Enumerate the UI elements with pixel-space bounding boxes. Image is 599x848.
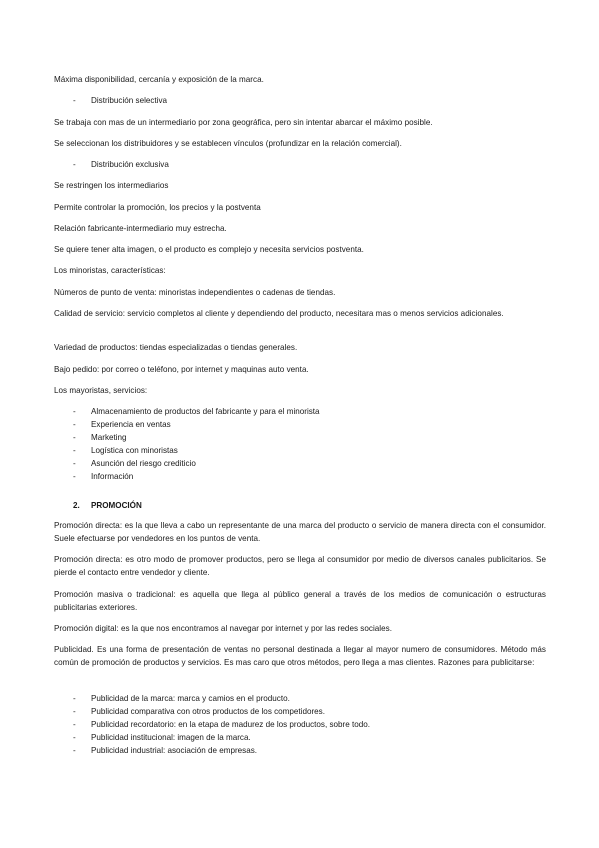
paragraph-publicidad [54,643,546,669]
bullet-dash: - [73,407,76,416]
list-item: Información [91,472,134,481]
term-label: Promoción directa: [54,521,123,530]
term-text: es aquella que llega al público general a través de los medios de comunicación o estructuras publicitarias exteriores. [54,590,546,612]
bullet-distribucion-selectiva: Distribución selectiva [91,96,168,105]
list-item: Almacenamiento de productos del fabricante y para el minorista [91,407,320,416]
list-item: Experiencia en ventas [91,420,171,429]
paragraph: Se seleccionan los distribuidores y se establecen vínculos (profundizar en la relación comercial). [54,139,402,148]
bullet-dash: - [73,707,76,716]
bullet-distribucion-exclusiva: Distribución exclusiva [91,160,169,169]
term-text: es la que nos encontramos al navegar por internet y por las redes sociales. [120,624,392,633]
bullet-dash: - [73,420,76,429]
list-item: Logística con minoristas [91,446,178,455]
paragraph-promocion-directa [54,519,546,545]
bullet-dash: - [73,694,76,703]
paragraph-promocion-directa-2 [54,553,546,579]
term-label: Promoción digital: [54,624,119,633]
bullet-dash: - [73,433,76,442]
paragraph-promocion-digital [54,622,546,635]
section-number: 2. [73,501,80,510]
list-item: Publicidad de la marca: marca y camios en el producto. [91,694,290,703]
paragraph: Los mayoristas, servicios: [54,386,148,395]
paragraph: Se trabaja con mas de un intermediario por zona geográfica, pero sin intentar abarcar el máximo posible. [54,118,433,127]
bullet-dash: - [73,733,76,742]
paragraph: Los minoristas, características: [54,266,166,275]
bullet-dash: - [73,96,76,105]
paragraph: Calidad de servicio: servicio completos al cliente y dependiendo del producto, necesitara mas o menos servicios adicionales. [54,309,504,318]
bullet-dash: - [73,446,76,455]
term-text: es la que lleva a cabo un representante de una marca del producto o servicio de manera directa con el consumidor. Suele efectuarse por vendedores en los puntos de venta. [54,521,546,543]
list-item: Asunción del riesgo crediticio [91,459,196,468]
term-text: Es una forma de presentación de ventas no personal destinada a llegar al mayor numero de consumidores. Método más común de promoción de productos y servicios. Es mas caro que otros métodos, pero llega a mas clientes. Razones para publicitarse: [54,645,547,667]
term-label: Promoción masiva o tradicional: [54,590,176,599]
paragraph: Se quiere tener alta imagen, o el producto es complejo y necesita servicios postventa. [54,245,364,254]
paragraph: Permite controlar la promoción, los precios y la postventa [54,203,261,212]
paragraph: Se restringen los intermediarios [54,181,169,190]
paragraph: Variedad de productos: tiendas especializadas o tiendas generales. [54,343,298,352]
list-item: Publicidad industrial: asociación de empresas. [91,746,258,755]
list-item: Publicidad comparativa con otros productos de los competidores. [91,707,325,716]
term-label: Promoción directa: [54,555,123,564]
bullet-dash: - [73,746,76,755]
list-item: Publicidad institucional: imagen de la marca. [91,733,251,742]
term-label: Publicidad. [54,645,94,654]
paragraph: Máxima disponibilidad, cercanía y exposición de la marca. [54,75,264,84]
list-item: Marketing [91,433,127,442]
paragraph-promocion-masiva [54,588,546,614]
term-text: es otro modo de promover productos, pero se llega al consumidor por medio de diversos canales publicitarios. Se pierde el contacto entre vendedor y cliente. [54,555,546,577]
bullet-dash: - [73,459,76,468]
paragraph: Relación fabricante-intermediario muy estrecha. [54,224,227,233]
bullet-dash: - [73,720,76,729]
paragraph: Números de punto de venta: minoristas independientes o cadenas de tiendas. [54,288,336,297]
bullet-dash: - [73,160,76,169]
paragraph: Bajo pedido: por correo o teléfono, por internet y maquinas auto venta. [54,365,309,374]
section-title: PROMOCIÓN [91,501,142,510]
list-item: Publicidad recordatorio: en la etapa de madurez de los productos, sobre todo. [91,720,370,729]
bullet-dash: - [73,472,76,481]
